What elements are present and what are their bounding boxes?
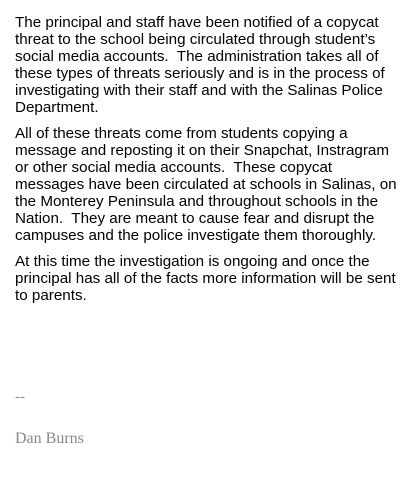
email-paragraph-investigation-status: At this time the investigation is ongoing and once the principal has all of the facts more information will be sent to parents. bbox=[15, 253, 396, 304]
email-paragraph-threat-details: All of these threats come from students copying a message and reposting it on their Snapchat, Instragram or other social media accounts. These copycat messages have been circulated at schools in Salinas, on the Monterey Peninsula and throughout schools in the Nation. They are meant to cause fear and disrupt the campuses and the police investigate them thoroughly. bbox=[15, 125, 397, 244]
signature-separator: -- bbox=[15, 389, 25, 405]
signature-name: Dan Burns bbox=[15, 430, 84, 447]
email-paragraph-notification: The principal and staff have been notified of a copycat threat to the school being circulated through student’s social media accounts. The administration takes all of these types of threats seriously and is in the process of investigating with their staff and with the Salinas Police Department. bbox=[15, 14, 385, 116]
email-body bbox=[15, 14, 405, 313]
